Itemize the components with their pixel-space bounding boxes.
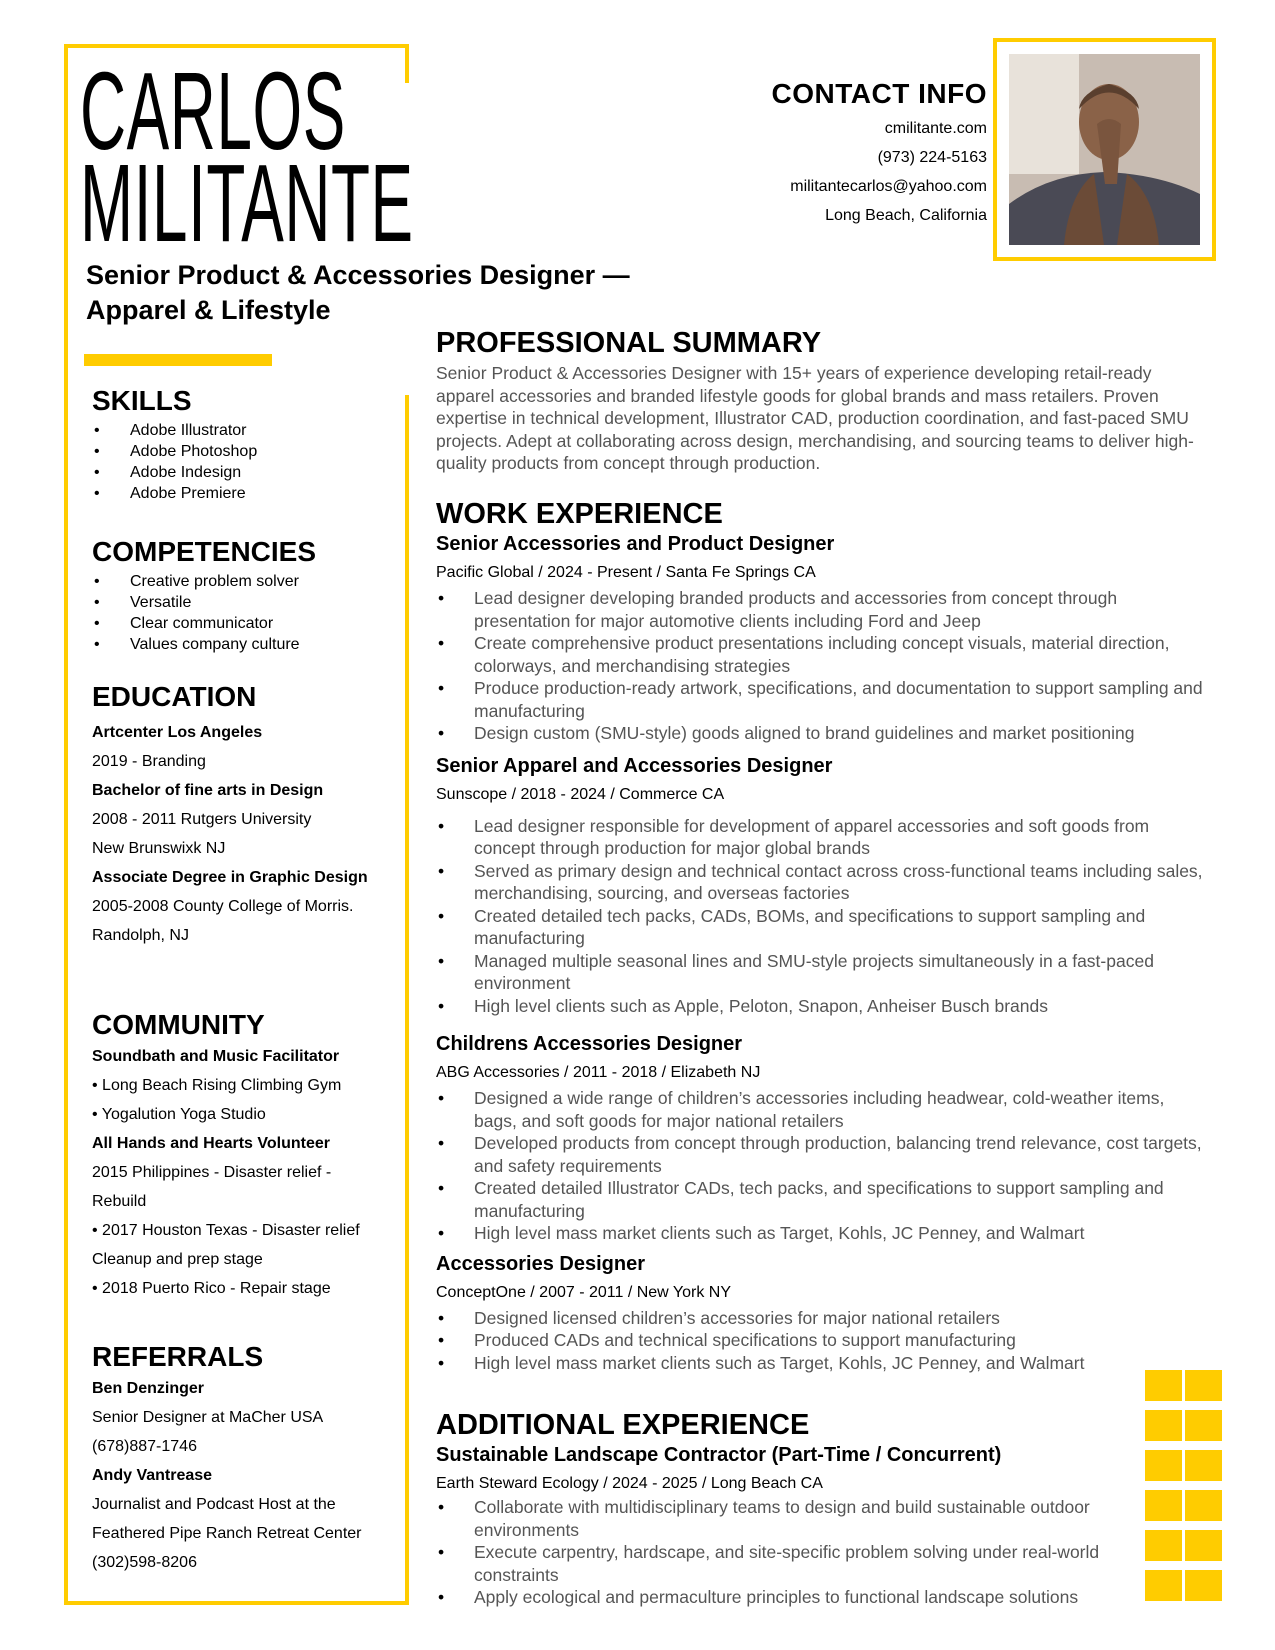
frame-right-border-bottom	[405, 395, 409, 1605]
decor-square	[1185, 1410, 1222, 1441]
skill-item: • Adobe Illustrator	[92, 420, 392, 441]
job-entry	[436, 753, 1226, 1018]
community-detail: Rebuild	[92, 1193, 147, 1210]
job-entry-meta: ConceptOne / 2007 - 2011 / New York NY	[436, 1283, 731, 1301]
competency-item: • Clear communicator	[92, 613, 392, 634]
job-bullet: • Create comprehensive product presentations including concept visuals, material direction, colorways, and merchandising strategies	[436, 632, 1209, 677]
profile-photo-frame	[993, 38, 1216, 261]
job-bullet: • Lead designer responsible for development of apparel accessories and soft goods from concept through production for major global brands	[436, 815, 1209, 860]
job-entry-bullets	[436, 1087, 1226, 1245]
education-degree: Associate Degree in Graphic Design	[92, 869, 368, 886]
competency-item: • Versatile	[92, 592, 392, 613]
education-heading: EDUCATION	[92, 681, 257, 712]
job-entry-title: Senior Accessories and Product Designer	[436, 533, 835, 555]
decor-square	[1185, 1450, 1222, 1481]
job-entry-title: Senior Apparel and Accessories Designer	[436, 754, 833, 777]
job-bullet: • Design custom (SMU-style) goods aligned to brand guidelines and market positioning	[436, 722, 1209, 745]
competencies-section	[92, 535, 392, 655]
profile-photo-illustration	[1009, 54, 1200, 245]
community-role: All Hands and Hearts Volunteer	[92, 1135, 330, 1152]
referral-detail: Journalist and Podcast Host at the	[92, 1496, 336, 1513]
work-experience-section	[436, 497, 1226, 1374]
community-detail: Cleanup and prep stage	[92, 1251, 263, 1268]
summary-text: Senior Product & Accessories Designer with 15+ years of experience developing retail-ready apparel accessories and branded lifestyle goods for global brands and mass retailers. Proven expertise in technical development, Illustrator CAD, production coordination, and fast-paced SMU projects. Adept at collaborating across design, merchandising, and sourcing teams to deliver high-quality products from concept through production.	[436, 363, 1194, 473]
competency-item: • Values company culture	[92, 634, 392, 655]
community-detail: 2015 Philippines - Disaster relief -	[92, 1164, 332, 1181]
job-bullet: • Designed licensed children’s accessories for major national retailers	[436, 1307, 1209, 1330]
job-bullet: • Produced CADs and technical specifications to support manufacturing	[436, 1329, 1209, 1352]
decor-square	[1145, 1410, 1182, 1441]
last-name: MILITANTE	[80, 142, 414, 265]
referrals-heading: REFERRALS	[92, 1341, 264, 1372]
job-title: Senior Product & Accessories Designer — Apparel & Lifestyle	[86, 260, 630, 325]
education-section	[92, 680, 392, 950]
job-bullet: • Produce production-ready artwork, specifications, and documentation to support sampling and manufacturing	[436, 677, 1209, 722]
summary-heading: PROFESSIONAL SUMMARY	[436, 327, 822, 359]
profile-photo	[1009, 54, 1200, 245]
first-name: CARLOS	[80, 50, 346, 173]
skills-section	[92, 384, 392, 504]
candidate-name	[80, 50, 414, 265]
competencies-heading: COMPETENCIES	[92, 536, 317, 567]
decor-square	[1145, 1450, 1182, 1481]
referral-phone: (302)598-8206	[92, 1554, 197, 1571]
community-detail: • 2017 Houston Texas - Disaster relief	[92, 1222, 360, 1239]
competency-item: • Creative problem solver	[92, 571, 392, 592]
community-heading: COMMUNITY	[92, 1009, 265, 1040]
job-entry-bullets	[436, 587, 1226, 745]
contact-phone: (973) 224-5163	[877, 149, 987, 166]
job-entry-bullets	[436, 815, 1226, 1018]
skills-heading: SKILLS	[92, 385, 192, 416]
referrals-section	[92, 1340, 392, 1577]
additional-bullet: • Execute carpentry, hardscape, and site-specific problem solving under real-world constraints	[436, 1541, 1164, 1586]
additional-meta: Earth Steward Ecology / 2024 - 2025 / Long Beach CA	[436, 1475, 823, 1492]
skills-list	[92, 420, 392, 504]
contact-location: Long Beach, California	[825, 207, 987, 224]
community-detail: • Yogalution Yoga Studio	[92, 1106, 266, 1123]
skill-item: • Adobe Premiere	[92, 483, 392, 504]
additional-experience-section	[436, 1408, 1226, 1609]
contact-website: cmilitante.com	[884, 120, 987, 137]
education-degree: Bachelor of fine arts in Design	[92, 782, 324, 799]
job-entry-meta: Sunscope / 2018 - 2024 / Commerce CA	[436, 785, 725, 803]
job-bullet: • High level clients such as Apple, Peloton, Snapon, Anheiser Busch brands	[436, 995, 1209, 1018]
job-entry-bullets	[436, 1307, 1226, 1375]
decor-square	[1185, 1370, 1222, 1401]
decor-square	[1185, 1570, 1222, 1601]
referral-phone: (678)887-1746	[92, 1438, 197, 1455]
job-entry	[436, 531, 1226, 745]
decor-square	[1185, 1490, 1222, 1521]
decor-square	[1145, 1490, 1182, 1521]
education-detail: 2008 - 2011 Rutgers University	[92, 811, 312, 828]
additional-bullet: • Apply ecological and permaculture principles to functional landscape solutions	[436, 1586, 1164, 1609]
education-school: Artcenter Los Angeles	[92, 724, 263, 741]
decor-square	[1145, 1530, 1182, 1561]
community-section	[92, 1008, 392, 1303]
work-heading: WORK EXPERIENCE	[436, 498, 723, 530]
skill-item: • Adobe Indesign	[92, 462, 392, 483]
education-detail: Randolph, NJ	[92, 927, 189, 944]
community-detail: • 2018 Puerto Rico - Repair stage	[92, 1280, 331, 1297]
job-entry-title: Accessories Designer	[436, 1252, 646, 1275]
job-entry-title: Childrens Accessories Designer	[436, 1033, 743, 1055]
community-detail: • Long Beach Rising Climbing Gym	[92, 1077, 342, 1094]
referral-detail: Senior Designer at MaCher USA	[92, 1409, 324, 1426]
decor-square	[1185, 1530, 1222, 1561]
frame-left-border	[64, 44, 68, 1604]
contact-email: militantecarlos@yahoo.com	[790, 178, 987, 195]
frame-bottom-border	[64, 1601, 409, 1605]
job-bullet: • Lead designer developing branded products and accessories from concept through presentation for major automotive clients including Ford and Jeep	[436, 587, 1209, 632]
contact-info	[772, 78, 987, 230]
additional-title: Sustainable Landscape Contractor (Part-Time / Concurrent)	[436, 1444, 1002, 1466]
job-bullet: • Created detailed tech packs, CADs, BOMs, and specifications to support sampling and manufacturing	[436, 905, 1209, 950]
job-bullet: • Served as primary design and technical contact across cross-functional teams including sales, merchandising, sourcing, and overseas factories	[436, 860, 1209, 905]
referral-name: Ben Denzinger	[92, 1380, 205, 1397]
frame-top-border	[64, 44, 409, 48]
job-bullet: • High level mass market clients such as Target, Kohls, JC Penney, and Walmart	[436, 1222, 1209, 1245]
job-bullet: • Developed products from concept through production, balancing trend relevance, cost targets, and safety requirements	[436, 1132, 1209, 1177]
contact-heading: CONTACT INFO	[771, 78, 987, 109]
additional-bullet: • Collaborate with multidisciplinary teams to design and build sustainable outdoor environments	[436, 1496, 1164, 1541]
job-bullet: • Designed a wide range of children’s accessories including headwear, cold-weather items, bags, and soft goods for major national retailers	[436, 1087, 1209, 1132]
additional-heading: ADDITIONAL EXPERIENCE	[436, 1409, 810, 1441]
referral-detail: Feathered Pipe Ranch Retreat Center	[92, 1525, 362, 1542]
job-bullet: • High level mass market clients such as Target, Kohls, JC Penney, and Walmart	[436, 1352, 1209, 1375]
education-detail: New Brunswixk NJ	[92, 840, 226, 857]
skill-item: • Adobe Photoshop	[92, 441, 392, 462]
competencies-list	[92, 571, 392, 655]
decor-square	[1145, 1370, 1182, 1401]
job-entry-meta: ABG Accessories / 2011 - 2018 / Elizabeth NJ	[436, 1064, 761, 1081]
job-entry	[436, 1031, 1226, 1245]
job-entry-meta: Pacific Global / 2024 - Present / Santa Fe Springs CA	[436, 564, 816, 581]
education-detail: 2019 - Branding	[92, 753, 206, 770]
referral-name: Andy Vantrease	[92, 1467, 213, 1484]
job-bullet: • Created detailed Illustrator CADs, tech packs, and specifications to support sampling and manufacturing	[436, 1177, 1209, 1222]
decor-square	[1145, 1570, 1182, 1601]
additional-bullets	[436, 1496, 1226, 1609]
job-bullet: • Managed multiple seasonal lines and SMU-style projects simultaneously in a fast-paced environment	[436, 950, 1209, 995]
title-accent-bar	[84, 354, 272, 366]
summary-section	[436, 326, 1226, 475]
community-role: Soundbath and Music Facilitator	[92, 1048, 340, 1065]
education-detail: 2005-2008 County College of Morris.	[92, 898, 354, 915]
job-entry	[436, 1251, 1226, 1375]
